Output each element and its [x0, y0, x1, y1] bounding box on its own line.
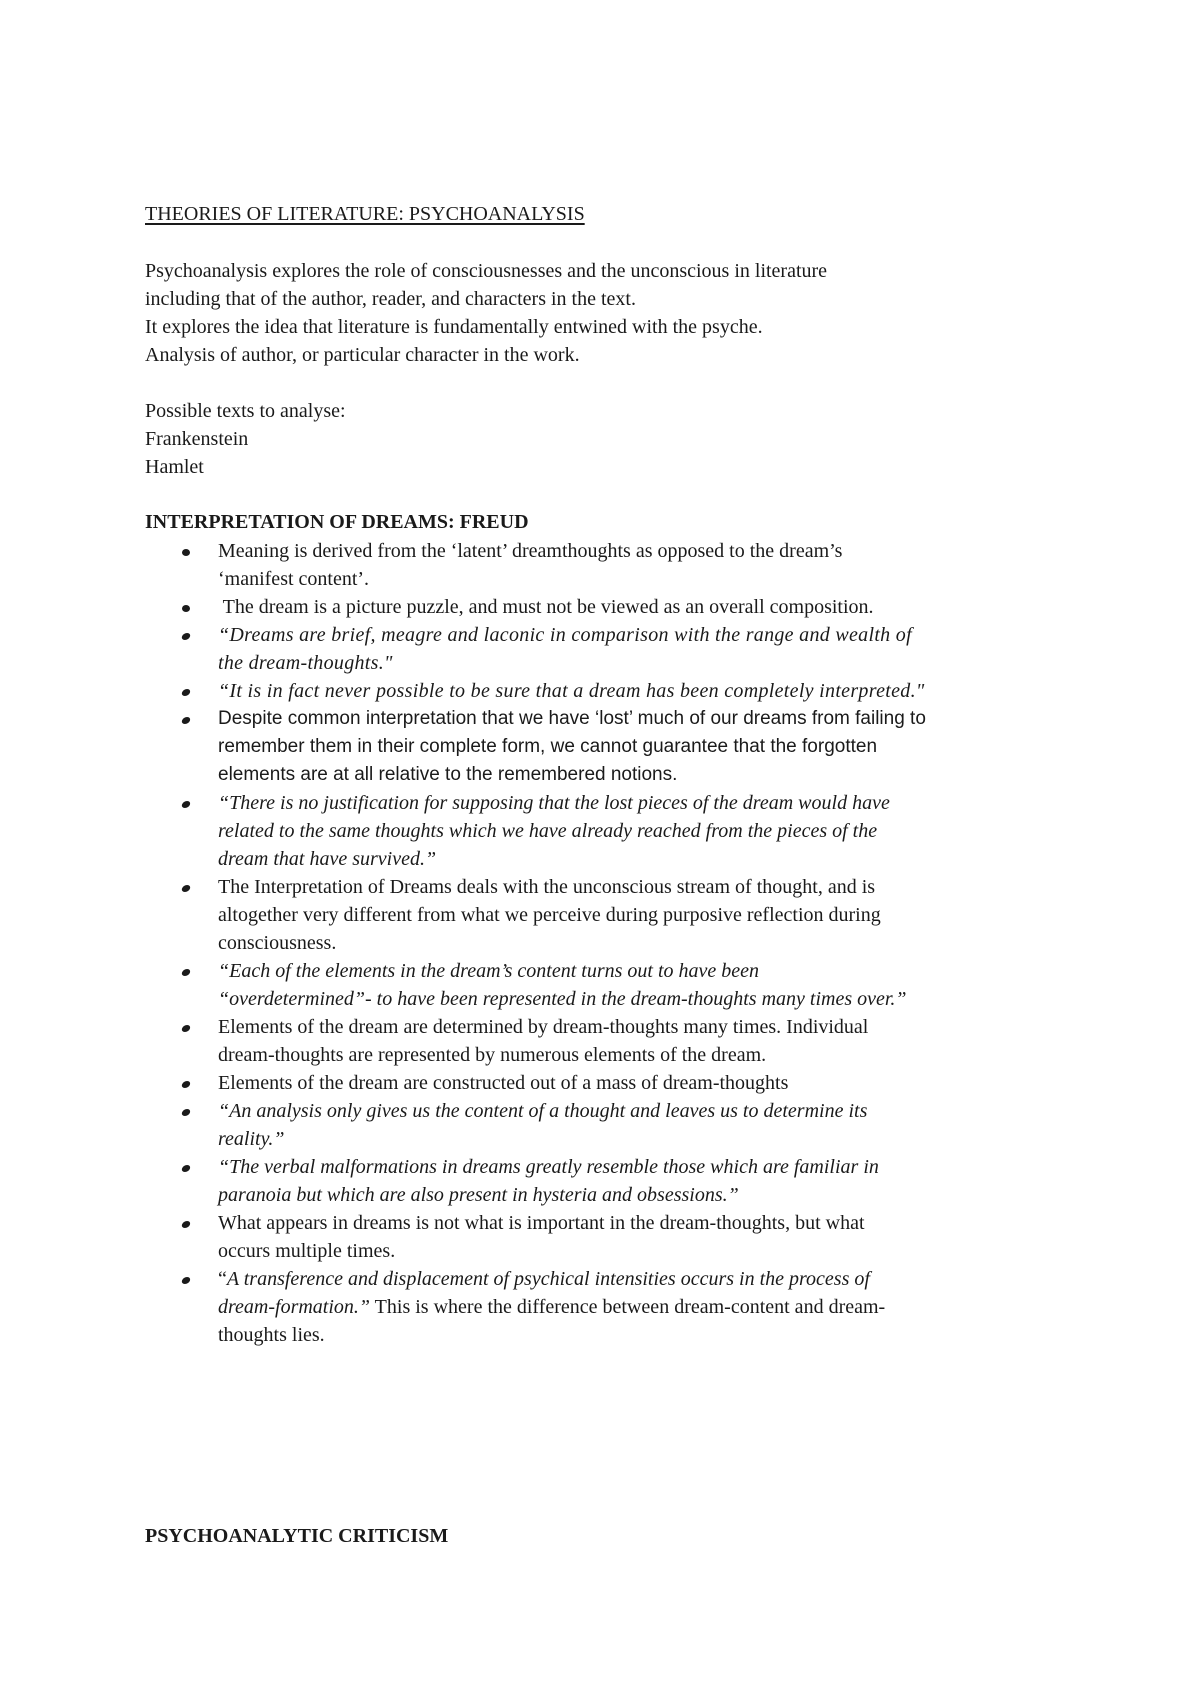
intro-paragraph [145, 257, 827, 369]
list-item-line: consciousness. [218, 932, 337, 954]
possible-texts-block [145, 397, 346, 481]
bullet-icon [181, 1277, 191, 1284]
quote-line: “An analysis only gives us the content of a thought and leaves us to determine its [218, 1100, 868, 1122]
quote-line: paranoia but which are also present in hysteria and obsessions.” [218, 1184, 739, 1206]
open-quote: “ [218, 1268, 227, 1290]
list-item [145, 677, 1065, 705]
list-item-line: altogether very different from what we perceive during purposive reflection during [218, 904, 881, 926]
list-item [145, 873, 1065, 957]
quote-line: “Dreams are brief, meagre and laconic in comparison with the range and wealth of [218, 624, 912, 646]
list-item [145, 789, 1065, 873]
list-item-line: elements are at all relative to the remembered notions. [218, 764, 678, 785]
quote-line: the dream-thoughts." [218, 652, 393, 674]
list-item [145, 1265, 1065, 1349]
quote-text: A transference and displacement of psychical intensities occurs in the process of [226, 1268, 870, 1290]
list-item-line: thoughts lies. [218, 1324, 325, 1346]
list-item [145, 705, 1065, 789]
quote-line: reality.” [218, 1128, 285, 1150]
possible-texts-label: Possible texts to analyse: [145, 400, 346, 422]
list-item [145, 957, 1065, 1013]
list-item [145, 1209, 1065, 1265]
bullet-icon [181, 689, 191, 696]
list-item-line: Elements of the dream are determined by dream-thoughts many times. Individual [218, 1016, 869, 1038]
list-item [145, 621, 1065, 677]
bullet-icon [181, 633, 191, 640]
bullet-icon [181, 717, 191, 724]
quote-line: “Each of the elements in the dream’s content turns out to have been [218, 960, 760, 982]
list-item-line: Meaning is derived from the ‘latent’ dreamthoughts as opposed to the dream’s [218, 540, 843, 562]
list-item [145, 1097, 1065, 1153]
section-heading-criticism: PSYCHOANALYTIC CRITICISM [145, 1525, 449, 1547]
intro-line: It explores the idea that literature is fundamentally entwined with the psyche. [145, 316, 763, 338]
bullet-icon [181, 1109, 191, 1116]
list-item-line: The Interpretation of Dreams deals with the unconscious stream of thought, and is [218, 876, 876, 898]
quote-line: “There is no justification for supposing that the lost pieces of the dream would have [218, 792, 890, 814]
bullet-icon [181, 1165, 191, 1172]
quote-line: related to the same thoughts which we have already reached from the pieces of the [218, 820, 878, 842]
bullet-icon [181, 969, 191, 976]
list-item-line [218, 1293, 1065, 1321]
bullet-icon [181, 885, 191, 892]
bullet-icon [181, 1081, 191, 1088]
list-item [145, 593, 1065, 621]
list-item-line: Elements of the dream are constructed out of a mass of dream-thoughts [218, 1072, 789, 1094]
bullet-icon [181, 1221, 191, 1228]
intro-line: Analysis of author, or particular character in the work. [145, 344, 580, 366]
list-item [145, 1069, 1065, 1097]
list-item [145, 1153, 1065, 1209]
quote-line: dream that have survived.” [218, 848, 437, 870]
list-item-line: occurs multiple times. [218, 1240, 396, 1262]
list-item [145, 537, 1065, 593]
quote-line: “overdetermined”- to have been represented in the dream-thoughts many times over.” [218, 988, 907, 1010]
list-item-line: Despite common interpretation that we have ‘lost’ much of our dreams from failing to [218, 708, 926, 729]
dreams-bullet-list [145, 537, 1065, 1349]
list-item [145, 1013, 1065, 1069]
list-item-line: ‘manifest content’. [218, 568, 370, 590]
document-title: THEORIES OF LITERATURE: PSYCHOANALYSIS [145, 203, 585, 225]
quote-line: “It is in fact never possible to be sure that a dream has been completely interpreted." [218, 680, 925, 702]
bullet-icon [182, 605, 190, 612]
text-item-frankenstein: Frankenstein [145, 428, 249, 450]
section-heading-dreams: INTERPRETATION OF DREAMS: FREUD [145, 511, 529, 533]
bullet-icon [181, 1025, 191, 1032]
list-item-line: remember them in their complete form, we cannot guarantee that the forgotten [218, 736, 878, 757]
list-item-line: What appears in dreams is not what is important in the dream-thoughts, but what [218, 1212, 865, 1234]
bullet-icon [182, 549, 190, 556]
comment-text: This is where the difference between dream-content and dream- [370, 1296, 886, 1318]
list-item-line [218, 1265, 1065, 1293]
list-item-line: The dream is a picture puzzle, and must not be viewed as an overall composition. [218, 596, 874, 618]
bullet-icon [181, 801, 191, 808]
list-item-line: dream-thoughts are represented by numerous elements of the dream. [218, 1044, 767, 1066]
quote-line: “The verbal malformations in dreams greatly resemble those which are familiar in [218, 1156, 879, 1178]
quote-text: dream-formation.” [218, 1296, 371, 1318]
intro-line: Psychoanalysis explores the role of consciousnesses and the unconscious in literature [145, 260, 828, 282]
intro-line: including that of the author, reader, and characters in the text. [145, 288, 636, 310]
text-item-hamlet: Hamlet [145, 456, 204, 478]
